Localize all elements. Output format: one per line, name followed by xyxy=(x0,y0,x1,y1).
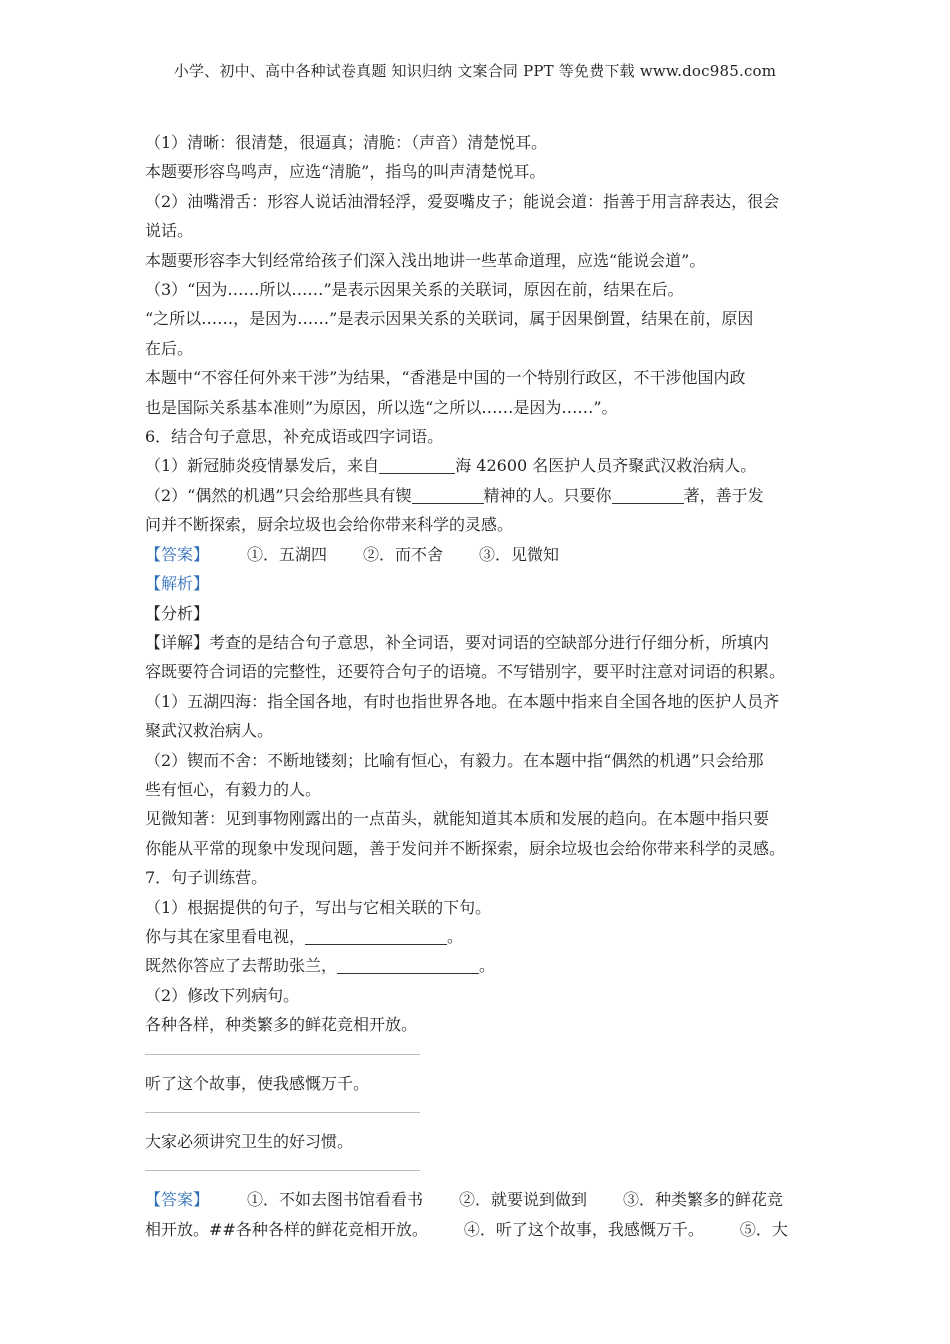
text-line: 见微知著：见到事物刚露出的一点苗头，就能知道其本质和发展的趋向。在本题中指只要 xyxy=(145,809,770,829)
text-line: （1）根据提供的句子，写出与它相关联的下句。 xyxy=(145,897,492,917)
fill-blank[interactable] xyxy=(612,485,684,504)
text-line: 本题中“不容任何外来干涉”为结果，“香港是中国的一个特别行政区，不干涉他国内政 xyxy=(145,368,746,388)
answer-line[interactable] xyxy=(145,1054,420,1055)
analysis-tag: 【解析】 xyxy=(145,574,210,594)
text-line: 在后。 xyxy=(145,338,194,358)
q7-answer-line-2 xyxy=(145,1215,810,1244)
text-line: 问并不断探索，厨余垃圾也会给你带来科学的灵感。 xyxy=(145,515,514,535)
answer-item: ④．听了这个故事，我感慨万千。 xyxy=(463,1219,704,1239)
q7-s1-end: 。 xyxy=(447,926,464,946)
q7-sentence-1 xyxy=(145,922,810,951)
text-line: （2）修改下列病句。 xyxy=(145,985,300,1005)
text-line: （2）油嘴滑舌：形容人说话油滑轻浮，爱耍嘴皮子；能说会道：指善于用言辞表达，很会 xyxy=(145,191,780,211)
sick-sentence: 大家必须讲究卫生的好习惯。 xyxy=(145,1132,354,1151)
text-line: （2）锲而不舍：不断地镂刻；比喻有恒心，有毅力。在本题中指“偶然的机遇”只会给那 xyxy=(145,750,764,770)
text-line: （1）五湖四海：指全国各地，有时也指世界各地。在本题中指来自全国各地的医护人员齐 xyxy=(145,691,780,711)
answer-item: ②．而不舍 xyxy=(363,544,444,564)
fill-blank[interactable] xyxy=(379,455,455,474)
answer-tag: 【答案】 xyxy=(145,544,210,564)
question-6-title: 6．结合句子意思，补充成语或四字词语。 xyxy=(145,427,444,447)
q6-s2-text-c: 著，善于发 xyxy=(683,485,764,505)
text-line: 也是国际关系基本准则”为原因，所以选“之所以……是因为……”。 xyxy=(145,397,618,417)
q6-s1-text-a: （1）新冠肺炎疫情暴发后，来自 xyxy=(145,456,380,476)
answer-item: ③．见微知 xyxy=(479,544,560,564)
text-line: 聚武汉救治病人。 xyxy=(145,721,274,741)
detail-tag: 【详解】 xyxy=(145,632,210,652)
fenxi-tag: 【分析】 xyxy=(145,603,210,623)
q6-s2-text-b: 精神的人。只要你 xyxy=(483,485,612,505)
answer-item: ③．种类繁多的鲜花竞 xyxy=(623,1190,784,1210)
sick-sentence: 各种各样，种类繁多的鲜花竞相开放。 xyxy=(145,1015,418,1035)
text-line: 本题要形容李大钊经常给孩子们深入浅出地讲一些革命道理，应选“能说会道”。 xyxy=(145,250,706,270)
q7-s1-text: 你与其在家里看电视， xyxy=(145,926,306,946)
fill-blank[interactable] xyxy=(412,485,484,504)
text-line: 你能从平常的现象中发现问题，善于发问并不断探索，厨余垃圾也会给你带来科学的灵感。 xyxy=(145,838,786,858)
q7-s2-text: 既然你答应了去帮助张兰， xyxy=(145,956,338,976)
q6-sentence-2 xyxy=(145,481,810,510)
text-line: （1）清晰：很清楚，很逼真；清脆：（声音）清楚悦耳。 xyxy=(145,133,548,152)
fill-blank[interactable] xyxy=(337,955,479,974)
answer-item: ⑤．大 xyxy=(739,1219,788,1239)
question-7-title: 7．句子训练营。 xyxy=(145,868,268,888)
q6-answer-line xyxy=(145,540,810,569)
answer-item: ②．就要说到做到 xyxy=(459,1190,588,1210)
answer-tag: 【答案】 xyxy=(145,1190,210,1210)
answer-line[interactable] xyxy=(145,1112,420,1113)
answer-item: 相开放。##各种各样的鲜花竞相开放。 xyxy=(145,1219,428,1239)
detail-line xyxy=(145,628,810,657)
detail-text: 考查的是结合句子意思，补全词语，要对词语的空缺部分进行仔细分析，所填内 xyxy=(209,632,770,652)
text-line: “之所以……，是因为……”是表示因果关系的关联词，属于因果倒置，结果在前，原因 xyxy=(145,309,754,329)
text-line: 说话。 xyxy=(145,221,194,241)
q7-sentence-2 xyxy=(145,951,810,980)
fill-blank[interactable] xyxy=(305,926,447,945)
text-line: 本题要形容鸟鸣声，应选“清脆”，指鸟的叫声清楚悦耳。 xyxy=(145,162,546,182)
document-body xyxy=(145,128,810,1244)
answer-line[interactable] xyxy=(145,1170,420,1171)
q6-s1-text-b: 海 42600 名医护人员齐聚武汉救治病人。 xyxy=(455,456,757,476)
q6-sentence-1 xyxy=(145,451,810,480)
q6-s2-text-a: （2）“偶然的机遇”只会给那些具有锲 xyxy=(145,485,412,505)
q7-answer-line-1 xyxy=(145,1185,810,1214)
text-line: （3）“因为……所以……”是表示因果关系的关联词，原因在前，结果在后。 xyxy=(145,280,684,300)
page-header: 小学、初中、高中各种试卷真题 知识归纳 文案合同 PPT 等免费下载 www.doc985.com xyxy=(173,62,777,80)
text-line: 些有恒心，有毅力的人。 xyxy=(145,779,322,799)
sick-sentence: 听了这个故事，使我感慨万千。 xyxy=(145,1073,370,1093)
q7-s2-end: 。 xyxy=(479,956,496,976)
answer-item: ①．不如去图书馆看看书 xyxy=(247,1190,424,1210)
text-line: 容既要符合词语的完整性，还要符合句子的语境。不写错别字，要平时注意对词语的积累。 xyxy=(145,662,786,682)
answer-item: ①．五湖四 xyxy=(247,544,328,564)
